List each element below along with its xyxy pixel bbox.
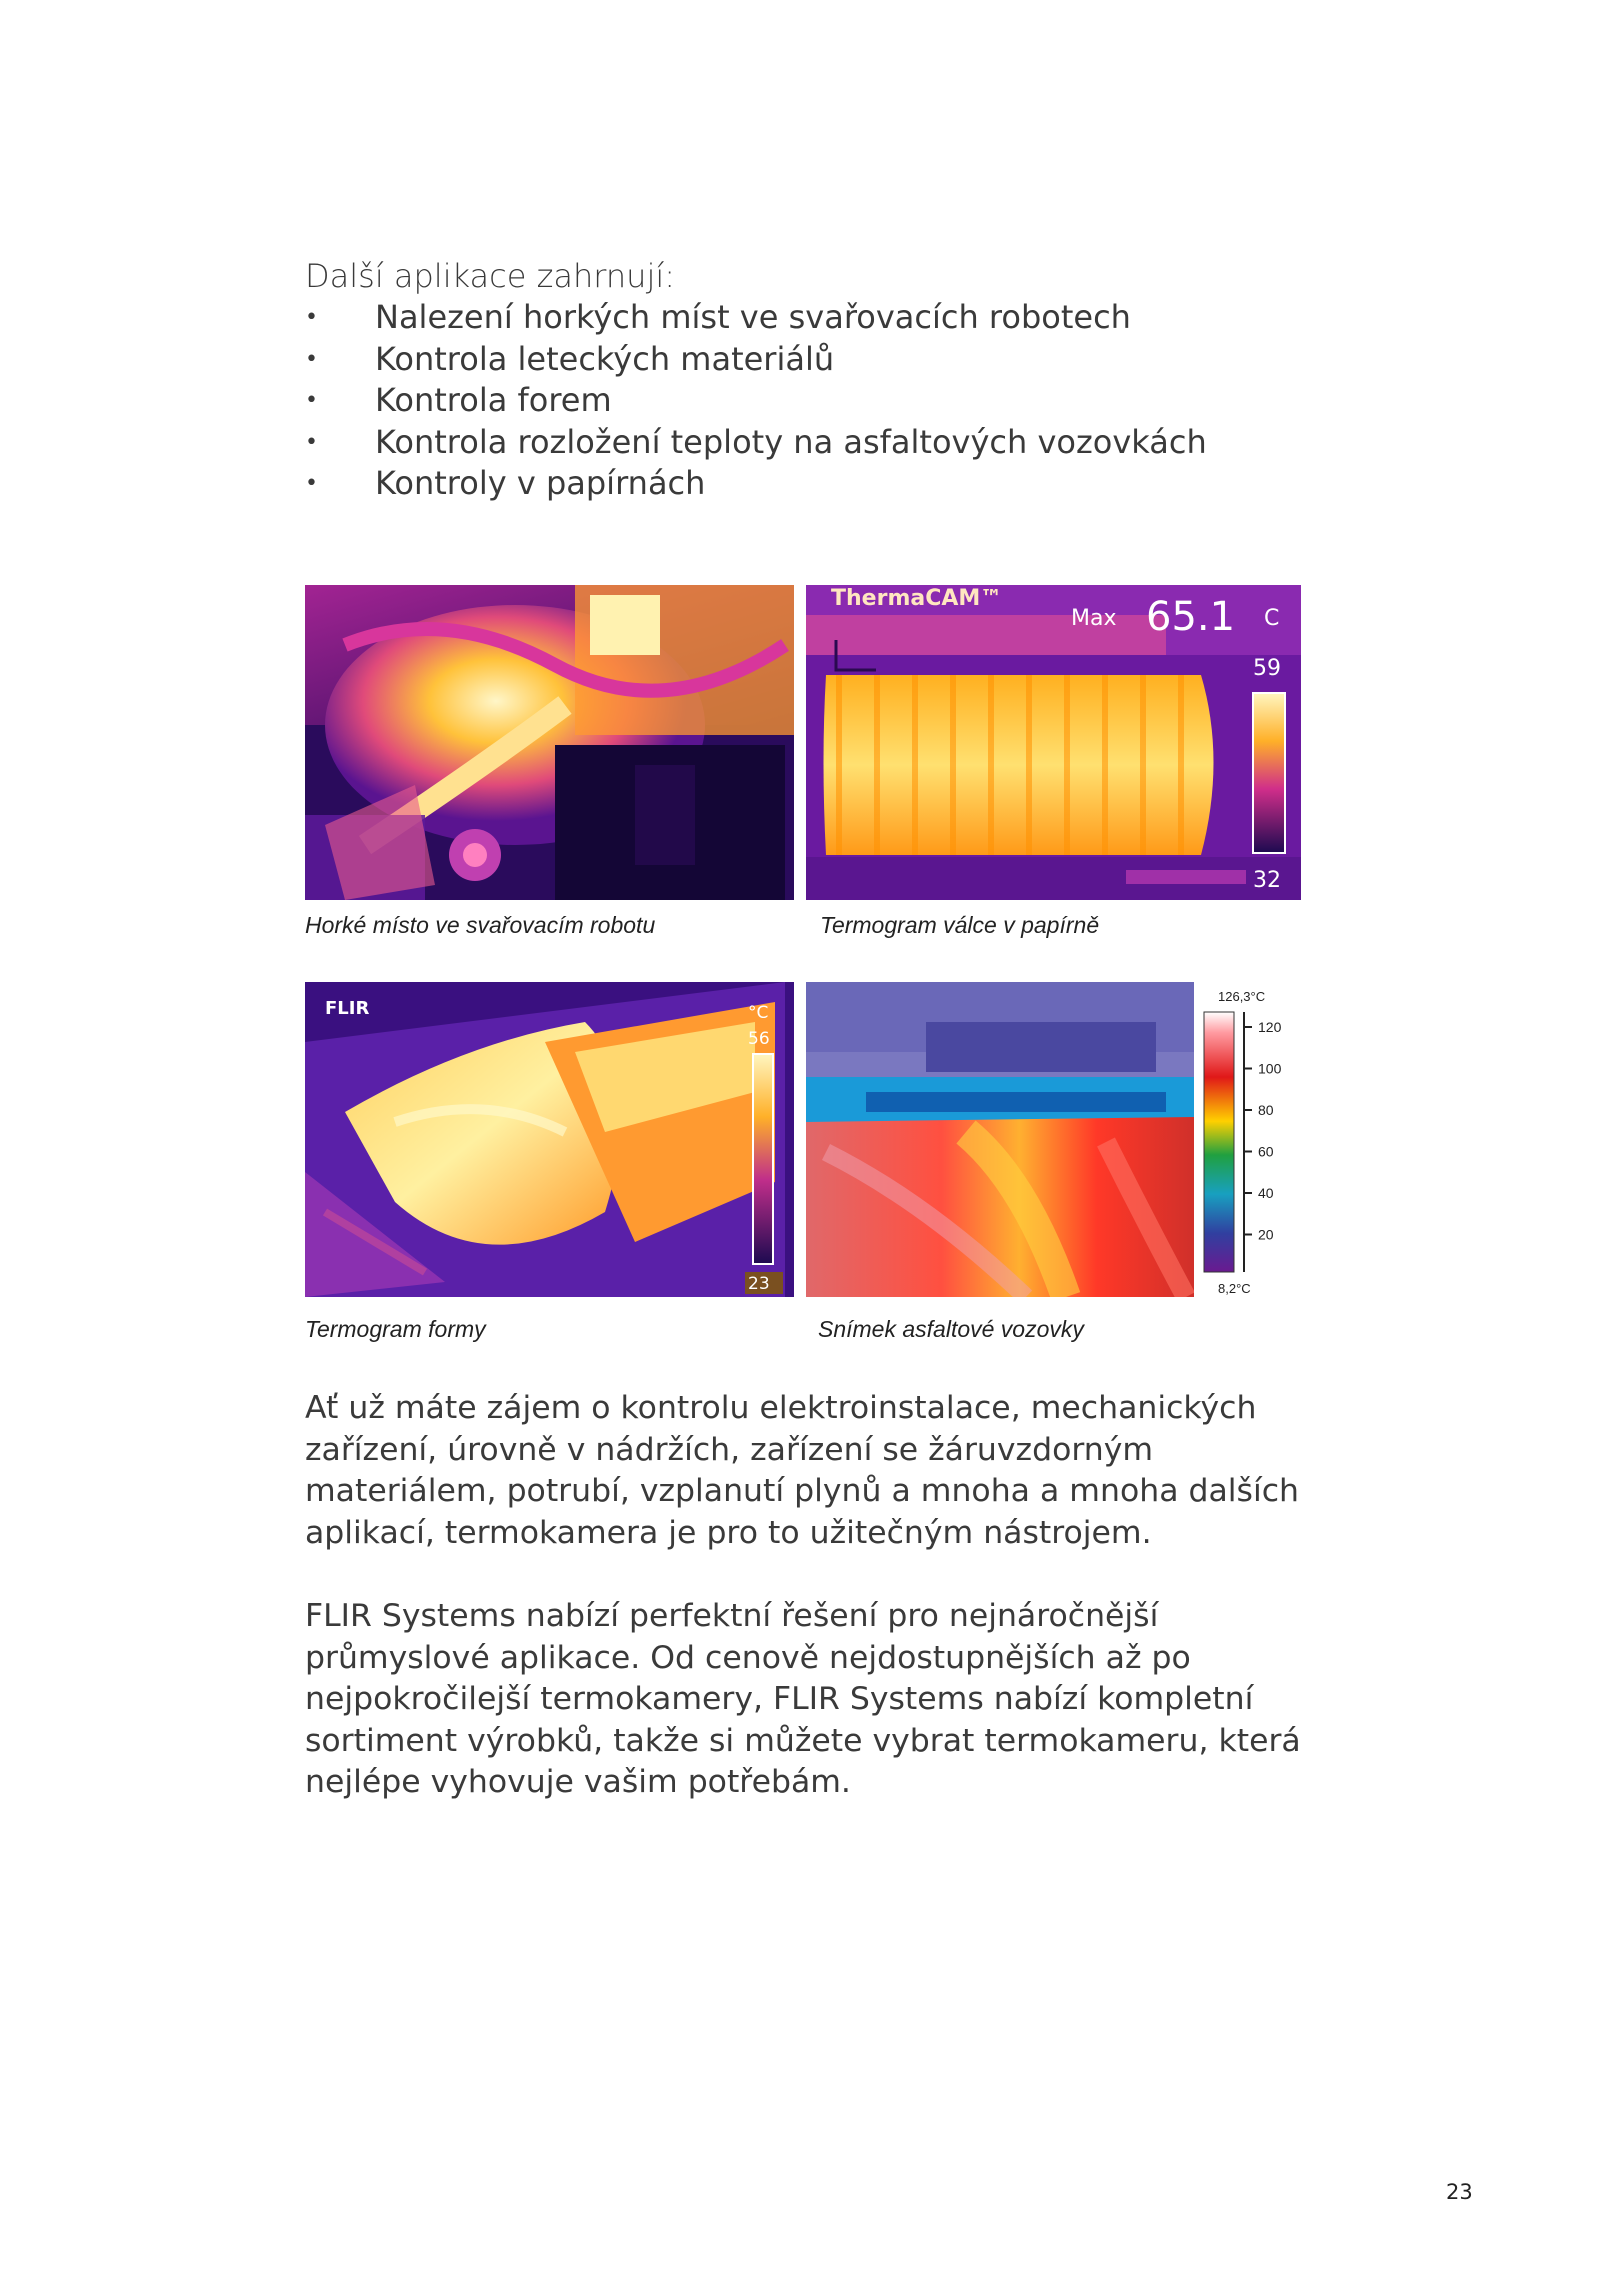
scale-tick-label: 40: [1258, 1185, 1274, 1201]
flir-logo: FLIR: [325, 998, 370, 1019]
page-number: 23: [1446, 2180, 1473, 2204]
thermogram-paper-roller: [806, 585, 1301, 900]
caption-mold: Termogram formy: [305, 1316, 486, 1342]
caption-welding-robot: Horké místo ve svařovacím robotu: [305, 912, 656, 938]
scale-tick-label: 20: [1258, 1226, 1274, 1243]
mold-scale-bottom: 23: [748, 1274, 770, 1294]
thermacam-brand: ThermaCAM™: [831, 586, 1003, 611]
applications-list: [305, 297, 1207, 505]
caption-paper-roller: Termogram válce v papírně: [820, 912, 1100, 938]
scale-tick-label: 80: [1258, 1102, 1274, 1118]
max-value: 65.1: [1146, 594, 1236, 640]
scale-min-label: 8,2°C: [1218, 1281, 1251, 1296]
list-item: • Kontrola forem: [305, 380, 1207, 422]
thermogram-asphalt: [806, 982, 1194, 1297]
scale-max-label: 126,3°C: [1218, 989, 1266, 1004]
list-item: • Nalezení horkých míst ve svařovacích robotech: [305, 297, 1207, 339]
list-item: • Kontrola rozložení teploty na asfaltových vozovkách: [305, 422, 1207, 464]
scale-tick-label: 60: [1258, 1143, 1274, 1160]
mold-scale-top: 56: [748, 1029, 770, 1049]
paragraph-applications: Ať už máte zájem o kontrolu elektroinstalace, mechanických zařízení, úrovně v nádržích, zařízení se žáruvzdorným materiálem, potrubí, vzplanutí plynů a mnoha a mnoha dalších aplikací, termokamera je pro to užitečným nástrojem.: [305, 1390, 1300, 1551]
max-unit: C: [1264, 606, 1280, 631]
paragraph-flir-systems: FLIR Systems nabízí perfektní řešení pro nejnáročnější průmyslové aplikace. Od cenově nejdostupnějších až po nejpokročilejší termokamery, FLIR Systems nabízí kompletní sortiment výrobků, takže si můžete vybrat termokameru, která nejlépe vyhovuje vašim potřebám.: [305, 1598, 1301, 1800]
thermogram-welding-robot: [305, 585, 794, 900]
max-label: Max: [1071, 606, 1117, 631]
scale-tick-label: 120: [1258, 1019, 1282, 1035]
intro-heading: Další aplikace zahrnují:: [305, 257, 676, 295]
scale-top-value: 59: [1253, 656, 1281, 681]
asphalt-temperature-scale: [1200, 982, 1310, 1297]
scale-bottom-value: 32: [1253, 868, 1281, 893]
thermogram-mold: [305, 982, 794, 1297]
mold-unit: °C: [748, 1003, 769, 1023]
scale-tick-label: 100: [1258, 1060, 1282, 1077]
caption-asphalt: Snímek asfaltové vozovky: [818, 1316, 1084, 1342]
list-item: • Kontroly v papírnách: [305, 463, 1207, 505]
list-item: • Kontrola leteckých materiálů: [305, 339, 1207, 381]
